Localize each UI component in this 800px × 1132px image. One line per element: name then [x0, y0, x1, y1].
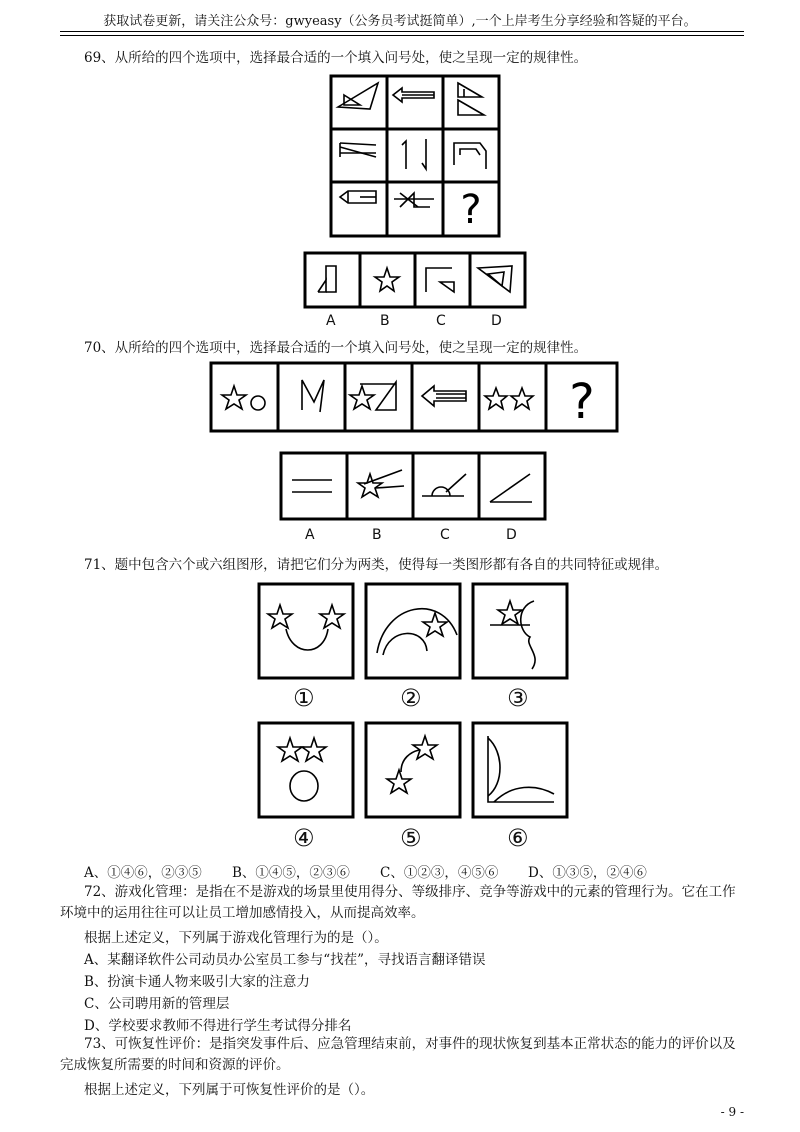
- q69-text: 69、从所给的四个选项中，选择最合适的一个填入问号处，使之呈现一定的规律性。: [84, 50, 588, 66]
- q70-sequence-figure: [210, 362, 618, 432]
- page-header: 获取试卷更新，请关注公众号：gwyeasy（公务员考试挺简单）,一个上岸考生分享经验和答疑的平台。: [103, 14, 697, 29]
- q71-label-4: ④: [293, 824, 315, 852]
- q70-option-a[interactable]: A: [305, 527, 315, 543]
- q72-option-d[interactable]: D、学校要求教师不得进行学生考试得分排名: [84, 1018, 352, 1034]
- q71-label-3: ③: [507, 684, 529, 712]
- q69-option-c[interactable]: C: [436, 313, 446, 329]
- q70-option-b[interactable]: B: [372, 527, 382, 543]
- q69-option-d[interactable]: D: [491, 313, 502, 329]
- q72-option-c[interactable]: C、公司聘用新的管理层: [84, 996, 230, 1012]
- q71-answer-c[interactable]: C、①②③，④⑤⑥: [380, 865, 499, 881]
- page-number: - 9 -: [720, 1105, 744, 1119]
- q71-label-1: ①: [293, 684, 315, 712]
- q69-grid-figure: [330, 75, 500, 237]
- q69-option-b[interactable]: B: [380, 313, 390, 329]
- q71-figure-5: [365, 722, 461, 818]
- q71-answer-d[interactable]: D、①③⑤，②④⑥: [528, 865, 647, 881]
- q71-text: 71、题中包含六个或六组图形，请把它们分为两类，使得每一类图形都有各自的共同特征或规律。: [84, 557, 669, 573]
- q71-answer-a[interactable]: A、①④⑥，②③⑤: [84, 865, 202, 881]
- q69-option-a[interactable]: A: [326, 313, 336, 329]
- q71-figure-1: [258, 583, 354, 679]
- q71-label-5: ⑤: [400, 824, 422, 852]
- q71-label-2: ②: [400, 684, 422, 712]
- q70-option-d[interactable]: D: [506, 527, 517, 543]
- q71-figure-3: [472, 583, 568, 679]
- header-rule-thin: [60, 35, 744, 36]
- q73-prompt: 根据上述定义，下列属于可恢复性评价的是（）。: [84, 1082, 375, 1098]
- q71-figure-4: [258, 722, 354, 818]
- q71-label-6: ⑥: [507, 824, 529, 852]
- q72-option-b[interactable]: B、扮演卡通人物来吸引大家的注意力: [84, 974, 310, 990]
- q73-definition: 73、可恢复性评价：是指突发事件后、应急管理结束前，对事件的现状恢复到基本正常状态的能力的评价以及完成恢复所需要的时间和资源的评价。: [60, 1036, 736, 1073]
- q70-option-c[interactable]: C: [440, 527, 450, 543]
- q69-question-mark: ?: [460, 187, 482, 233]
- q70-question-mark: ?: [569, 374, 595, 430]
- q71-figure-2: [365, 583, 461, 679]
- q72-option-a[interactable]: A、某翻译软件公司动员办公室员工参与“找茬”，寻找语言翻译错误: [84, 952, 486, 968]
- q70-text: 70、从所给的四个选项中，选择最合适的一个填入问号处，使之呈现一定的规律性。: [84, 340, 588, 356]
- header-rule: [60, 31, 744, 32]
- q71-figure-6: [472, 722, 568, 818]
- q70-options-figure: [280, 452, 546, 520]
- q72-prompt: 根据上述定义，下列属于游戏化管理行为的是（）。: [84, 930, 388, 946]
- q69-options-figure: [304, 252, 526, 308]
- q72-definition: 72、游戏化管理：是指在不是游戏的场景里使用得分、等级排序、竞争等游戏中的元素的管理行为。它在工作环境中的运用往往可以让员工增加感情投入，从而提高效率。: [60, 884, 736, 921]
- q71-answer-b[interactable]: B、①④⑤，②③⑥: [232, 865, 350, 881]
